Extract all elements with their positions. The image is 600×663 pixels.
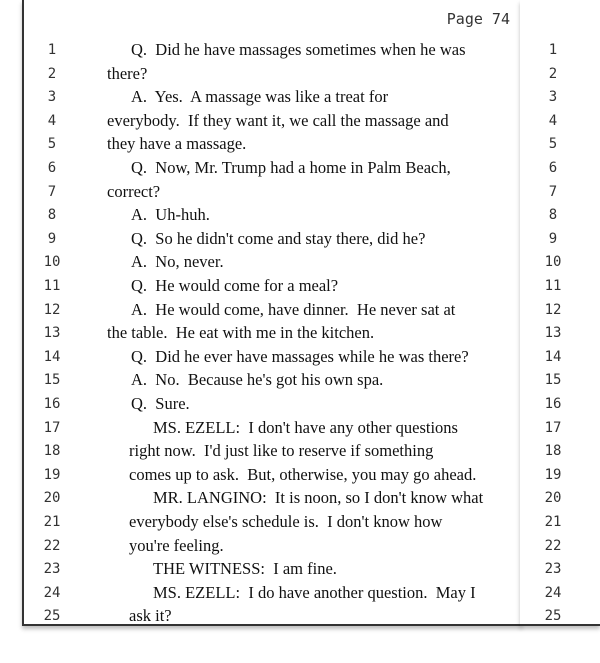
- line-number: 11: [43, 278, 61, 294]
- transcript-line: [0, 441, 600, 465]
- transcript-line: [0, 252, 600, 276]
- line-number: 8: [47, 207, 57, 224]
- line-text: everybody. If they want it, we call the massage and: [107, 110, 449, 130]
- line-number: 10: [43, 254, 61, 271]
- line-number: 15: [43, 372, 61, 389]
- transcript-line: [0, 394, 600, 418]
- line-number: 19: [43, 466, 61, 483]
- next-page-line-number: 10: [544, 254, 562, 271]
- line-number: 3: [47, 89, 57, 106]
- line-number: 5: [47, 136, 57, 153]
- line-number: 22: [43, 537, 61, 554]
- line-number: 1: [47, 42, 57, 58]
- line-number: 6: [47, 160, 57, 176]
- next-page-line-number: 17: [544, 419, 562, 436]
- transcript-line: [0, 111, 600, 135]
- line-text: they have a massage.: [107, 134, 247, 154]
- line-number: 14: [43, 348, 61, 365]
- transcript-line: [0, 229, 600, 253]
- line-text: there?: [107, 63, 148, 83]
- line-text: A. He would come, have dinner. He never sat at: [131, 299, 456, 319]
- line-text: MS. EZELL: I don't have any other questions: [153, 417, 458, 437]
- transcript-line: [0, 134, 600, 158]
- line-number: 7: [47, 183, 57, 200]
- line-text: A. No, never.: [131, 252, 224, 272]
- transcript-line: [0, 323, 600, 347]
- next-page-line-number: 2: [548, 65, 558, 82]
- transcript-line: [0, 64, 600, 88]
- transcript-line: [0, 205, 600, 229]
- line-number: 20: [43, 490, 61, 507]
- line-text: everybody else's schedule is. I don't know how: [129, 512, 443, 531]
- line-number: 23: [43, 561, 61, 578]
- line-text: comes up to ask. But, otherwise, you may go ahead.: [129, 464, 477, 484]
- next-page-line-number: 9: [548, 230, 558, 247]
- line-text: Q. Now, Mr. Trump had a home in Palm Beach,: [131, 158, 451, 177]
- transcript-line: [0, 347, 600, 371]
- next-page-line-number: 14: [544, 348, 562, 365]
- next-page-line-number: 25: [544, 608, 562, 625]
- transcript-line: [0, 158, 600, 182]
- next-page-line-number: 15: [544, 372, 562, 389]
- transcript-line: [0, 87, 600, 111]
- line-text: Q. So he didn't come and stay there, did he?: [131, 228, 426, 248]
- transcript-line: [0, 276, 600, 300]
- transcript-line: [0, 512, 600, 536]
- line-number: 4: [47, 112, 57, 129]
- line-number: 21: [43, 514, 61, 530]
- transcript-line: [0, 300, 600, 324]
- line-number: 25: [43, 608, 61, 625]
- next-page-line-number: 3: [548, 89, 558, 106]
- line-number: 16: [43, 396, 61, 412]
- transcript-line: [0, 583, 600, 607]
- line-text: A. Uh-huh.: [131, 205, 210, 225]
- next-page-line-number: 19: [544, 466, 562, 483]
- next-page-line-number: 7: [548, 183, 558, 200]
- transcript-line: [0, 40, 600, 64]
- next-page-line-number: 4: [548, 112, 558, 129]
- line-text: A. No. Because he's got his own spa.: [131, 370, 384, 390]
- line-text: right now. I'd just like to reserve if something: [129, 441, 434, 461]
- line-text: A. Yes. A massage was like a treat for: [131, 87, 389, 107]
- next-page-line-number: 22: [544, 537, 562, 554]
- line-text: Q. Did he have massages sometimes when he was: [131, 40, 466, 59]
- next-page-line-number: 16: [544, 396, 562, 412]
- transcript-line: [0, 465, 600, 489]
- next-page-line-number: 13: [544, 325, 562, 342]
- transcript-line: [0, 536, 600, 560]
- line-text: correct?: [107, 181, 161, 201]
- line-text: Q. Sure.: [131, 394, 190, 413]
- line-number: 24: [43, 584, 61, 601]
- next-page-line-number: 6: [548, 160, 558, 176]
- next-page-line-number: 5: [548, 136, 558, 153]
- line-text: you're feeling.: [129, 535, 224, 555]
- line-text: MS. EZELL: I do have another question. May I: [153, 582, 476, 602]
- next-page-line-number: 21: [544, 514, 562, 530]
- transcript-line: [0, 559, 600, 583]
- line-number: 9: [47, 230, 57, 247]
- next-page-line-number: 8: [548, 207, 558, 224]
- line-text: the table. He eat with me in the kitchen.: [107, 323, 375, 343]
- line-text: Q. He would come for a meal?: [131, 276, 339, 295]
- next-page-line-number: 12: [544, 301, 562, 318]
- transcript-line: [0, 606, 600, 630]
- next-page-line-number: 24: [544, 584, 562, 601]
- line-text: ask it?: [129, 606, 172, 626]
- next-page-line-number: 1: [548, 42, 558, 58]
- next-page-line-number: 11: [544, 278, 562, 294]
- line-number: 2: [47, 65, 57, 82]
- line-text: Q. Did he ever have massages while he was there?: [131, 346, 469, 366]
- line-number: 17: [43, 419, 61, 436]
- next-page-line-number: 20: [544, 490, 562, 507]
- transcript-line: [0, 182, 600, 206]
- line-text: THE WITNESS: I am fine.: [153, 559, 337, 579]
- transcript-line: [0, 488, 600, 512]
- page-number-label: Page 74: [446, 10, 510, 28]
- next-page-line-number: 23: [544, 561, 562, 578]
- line-number: 12: [43, 301, 61, 318]
- line-text: MR. LANGINO: It is noon, so I don't know what: [153, 488, 484, 508]
- transcript-line: [0, 418, 600, 442]
- next-page-line-number: 18: [544, 443, 562, 460]
- line-number: 13: [43, 325, 61, 342]
- transcript-line: [0, 370, 600, 394]
- line-number: 18: [43, 443, 61, 460]
